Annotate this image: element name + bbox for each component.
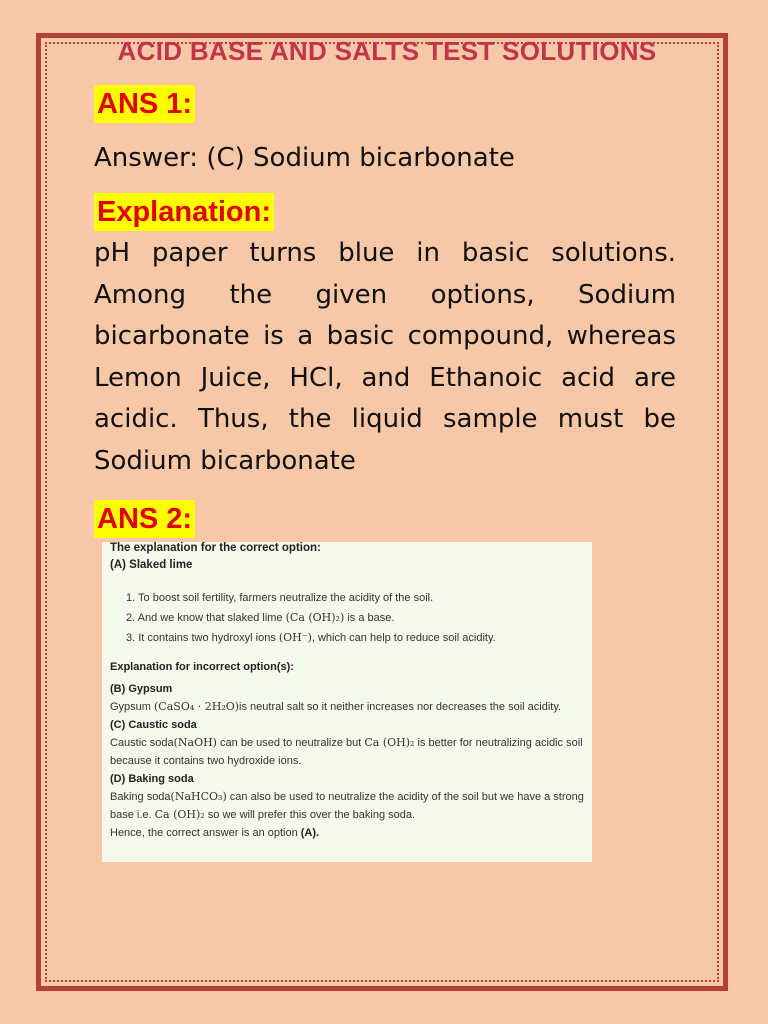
option-b-text: Gypsum (CaSO₄ · 2H₂O)is neutral salt so it neither increases nor decreases the soil acidity. (110, 700, 562, 713)
document-content (94, 36, 676, 538)
image-heading: The explanation for the correct option: (110, 542, 321, 554)
ans2-label: ANS 2: (94, 500, 195, 538)
solution-image (102, 542, 592, 862)
list-item: 2. And we know that slaked lime (Ca (OH)₂) is a base. (126, 611, 395, 624)
incorrect-options (110, 658, 584, 842)
option-d-label: (D) Baking soda (110, 773, 194, 785)
page-title: ACID BASE AND SALTS TEST SOLUTIONS (117, 36, 657, 66)
option-c-label: (C) Caustic soda (110, 719, 197, 731)
list-item: 3. It contains two hydroxyl ions (OH⁻), which can help to reduce soil acidity. (126, 631, 496, 644)
explanation-label: Explanation: (94, 193, 274, 231)
correct-option: (A) Slaked lime (110, 559, 193, 571)
ans1-label: ANS 1: (94, 85, 195, 123)
option-b-label: (B) Gypsum (110, 683, 173, 695)
answer-text: Answer: (C) Sodium bicarbonate (94, 143, 515, 173)
incorrect-heading: Explanation for incorrect option(s): (110, 661, 294, 673)
option-c-text: Caustic soda(NaOH) can be used to neutralize but Ca (OH)₂ is better for neutralizing acidic soil because it contains two hydroxide ions. (110, 736, 583, 767)
conclusion: Hence, the correct answer is an option (A). (110, 827, 320, 839)
option-d-text: Baking soda(NaHCO₃) can also be used to neutralize the acidity of the soil but we have a strong base i.e. Ca (OH)₂ so we will prefer this over the baking soda. (110, 790, 584, 821)
explanation-text: pH paper turns blue in basic solutions. Among the given options, Sodium bicarbonate is a basic compound, whereas Lemon Juice, HCl, and Ethanoic acid are acidic. Thus, the liquid sample must be Sodium bicarbonate (94, 238, 676, 476)
points-list (126, 588, 496, 648)
list-item: 1. To boost soil fertility, farmers neutralize the acidity of the soil. (126, 592, 434, 604)
